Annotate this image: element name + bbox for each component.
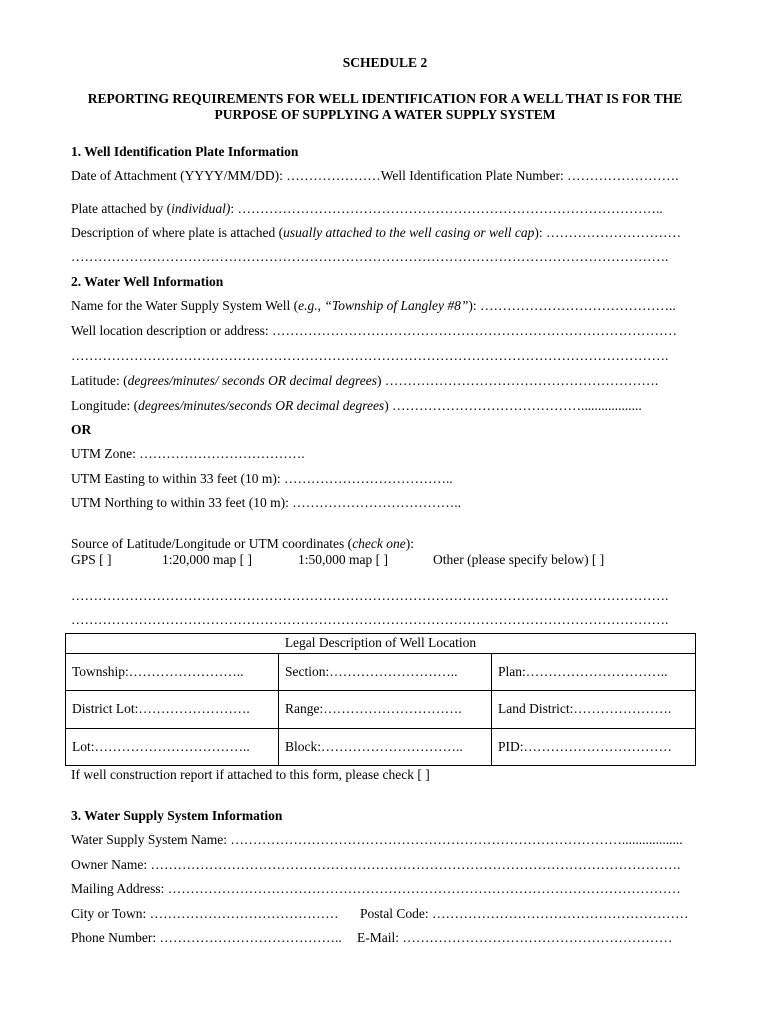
source-label: Source of Latitude/Longitude or UTM coordinates (check one):	[71, 536, 415, 551]
utm-northing-field[interactable]: UTM Northing to within 33 feet (10 m): ………………………………..	[71, 495, 461, 510]
block-field[interactable]: Block:…………………………..	[279, 728, 492, 765]
section3-title: 3. Water Supply System Information	[71, 808, 283, 823]
well-name-field[interactable]: Name for the Water Supply System Well (e.g., “Township of Langley #8”): ……………………………………..	[71, 298, 676, 313]
range-field[interactable]: Range:………………………….	[279, 691, 492, 728]
plan-field[interactable]: Plan:…………………………..	[492, 653, 696, 690]
well-location-continued[interactable]: …………………………………………………………………………………………………………………….	[71, 348, 669, 363]
other-specify-line1[interactable]: …………………………………………………………………………………………………………………….	[71, 588, 669, 603]
utm-zone-field[interactable]: UTM Zone: ……………………………….	[71, 446, 305, 461]
well-location-field[interactable]: Well location description or address: ………………………………………………………………………………	[71, 323, 677, 338]
city-field[interactable]: City or Town: ……………………………………	[71, 906, 339, 921]
pid-field[interactable]: PID:……………………………	[492, 728, 696, 765]
legal-description-table	[65, 633, 696, 766]
section1-title: 1. Well Identification Plate Information	[71, 144, 299, 159]
phone-field[interactable]: Phone Number: …………………………………..	[71, 930, 342, 945]
system-name-field[interactable]: Water Supply System Name: ……………………………………………………………………………..................	[71, 832, 683, 847]
postal-code-field[interactable]: Postal Code: …………………………………………………	[360, 906, 689, 921]
mailing-address-field[interactable]: Mailing Address: ……………………………………………………………………………………………………	[71, 881, 681, 896]
source-gps-checkbox[interactable]: GPS [ ]	[71, 552, 112, 567]
district-lot-field[interactable]: District Lot:…………………….	[66, 691, 279, 728]
email-field[interactable]: E-Mail: ……………………………………………………	[357, 930, 673, 945]
plate-attached-by-field[interactable]: Plate attached by (individual): …………………………………………………………………………………..	[71, 201, 663, 216]
plate-location-continued[interactable]: …………………………………………………………………………………………………………………….	[71, 249, 669, 264]
form-title-line1: REPORTING REQUIREMENTS FOR WELL IDENTIFICATION FOR A WELL THAT IS FOR THE	[87, 91, 683, 106]
owner-name-field[interactable]: Owner Name: ……………………………………………………………………………………………………….	[71, 857, 681, 872]
other-specify-line2[interactable]: …………………………………………………………………………………………………………………….	[71, 612, 669, 627]
source-20k-map-checkbox[interactable]: 1:20,000 map [ ]	[162, 552, 252, 567]
date-attachment-field[interactable]: Date of Attachment (YYYY/MM/DD): …………………Well Identification Plate Number: …………………….	[71, 168, 679, 183]
source-other-checkbox[interactable]: Other (please specify below) [ ]	[433, 552, 605, 567]
latitude-field[interactable]: Latitude: (degrees/minutes/ seconds OR decimal degrees) …………………………………………………….	[71, 373, 659, 388]
plate-location-field[interactable]: Description of where plate is attached (usually attached to the well casing or well cap): …………………………	[71, 225, 682, 240]
legal-description-header: Legal Description of Well Location	[66, 634, 696, 654]
construction-report-checkbox[interactable]: If well construction report if attached to this form, please check [ ]	[71, 767, 430, 782]
longitude-field[interactable]: Longitude: (degrees/minutes/seconds OR decimal degrees) ……………………………………..................	[71, 398, 642, 413]
source-50k-map-checkbox[interactable]: 1:50,000 map [ ]	[298, 552, 388, 567]
or-label: OR	[71, 422, 92, 437]
land-district-field[interactable]: Land District:………………….	[492, 691, 696, 728]
lot-field[interactable]: Lot:……………………………..	[66, 728, 279, 765]
section2-title: 2. Water Well Information	[71, 274, 224, 289]
schedule-label: SCHEDULE 2	[342, 55, 428, 70]
form-title-line2: PURPOSE OF SUPPLYING A WATER SUPPLY SYSTEM	[214, 107, 556, 122]
utm-easting-field[interactable]: UTM Easting to within 33 feet (10 m): ………………………………..	[71, 471, 453, 486]
township-field[interactable]: Township:……………………..	[66, 653, 279, 690]
section-field[interactable]: Section:………………………..	[279, 653, 492, 690]
